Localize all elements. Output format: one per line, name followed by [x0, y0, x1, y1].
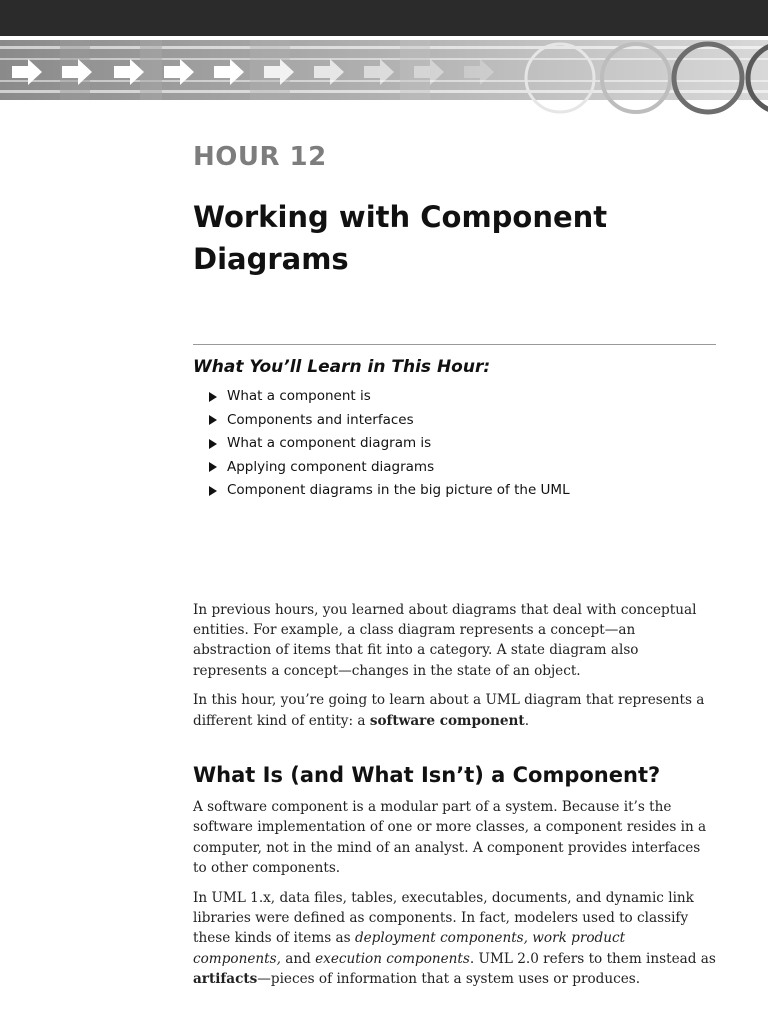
term-software-component: software component [369, 712, 525, 729]
list-item [209, 432, 716, 456]
chapter-title-line-2: Diagrams [193, 242, 349, 276]
list-item [209, 385, 716, 409]
hour-label: HOUR 12 [193, 142, 327, 172]
triangle-bullet-icon [209, 462, 217, 472]
list-item-text: Components and interfaces [227, 411, 414, 428]
top-dark-bar [0, 0, 768, 36]
intro-paragraph-2 [193, 690, 716, 731]
intro-p2-suffix: . [524, 712, 530, 729]
triangle-bullet-icon [209, 392, 217, 402]
chapter-title-line-1: Working with Component [193, 200, 608, 234]
learn-list [193, 385, 716, 503]
list-item-text: Applying component diagrams [227, 458, 435, 475]
term-artifacts: artifacts [193, 971, 258, 988]
triangle-bullet-icon [209, 486, 217, 496]
section-p2-d: —pieces of information that a system uses or produces. [257, 971, 641, 988]
triangle-bullet-icon [209, 415, 217, 425]
section-heading: What Is (and What Isn’t) a Component? [193, 762, 661, 787]
decorative-arrow-banner [0, 36, 768, 120]
list-item-text: What a component diagram is [227, 435, 432, 451]
section-p2-b: and [280, 950, 316, 967]
section-p2-em1: deployment components, work product components, [193, 930, 626, 967]
section-paragraph-2 [193, 888, 716, 990]
chapter-title [193, 196, 716, 280]
intro-paragraph-1: In previous hours, you learned about diagrams that deal with conceptual entities. For example, a class diagram represents a concept—an abstraction of items that fit into a category. A state diagram also represents a concept—changes in the state of an object. [193, 601, 697, 679]
section-p2-a: In UML 1.x, data files, tables, executables, documents, and dynamic link libraries were defined as components. In fact, modelers used to classify these kinds of items as [193, 889, 694, 947]
section-p2-c: . UML 2.0 refers to them instead as [469, 950, 716, 967]
list-item [209, 456, 716, 480]
list-item-text: What a component is [227, 388, 371, 404]
list-item [209, 479, 716, 503]
section-paragraph-1: A software component is a modular part of a system. Because it’s the software implementation of one or more classes, a component resides in a computer, not in the mind of an analyst. A component provides interfaces to other components. [193, 798, 707, 877]
triangle-bullet-icon [209, 439, 217, 449]
list-item-text: Component diagrams in the big picture of the UML [227, 482, 570, 498]
divider-rule [193, 344, 716, 345]
list-item [209, 409, 716, 433]
page-content [193, 140, 716, 990]
intro-p2-text: In this hour, you’re going to learn about a UML diagram that represents a different kind of entity: a [193, 692, 705, 729]
learn-heading: What You’ll Learn in This Hour: [193, 357, 491, 377]
section-p2-em2: execution components [315, 950, 470, 967]
